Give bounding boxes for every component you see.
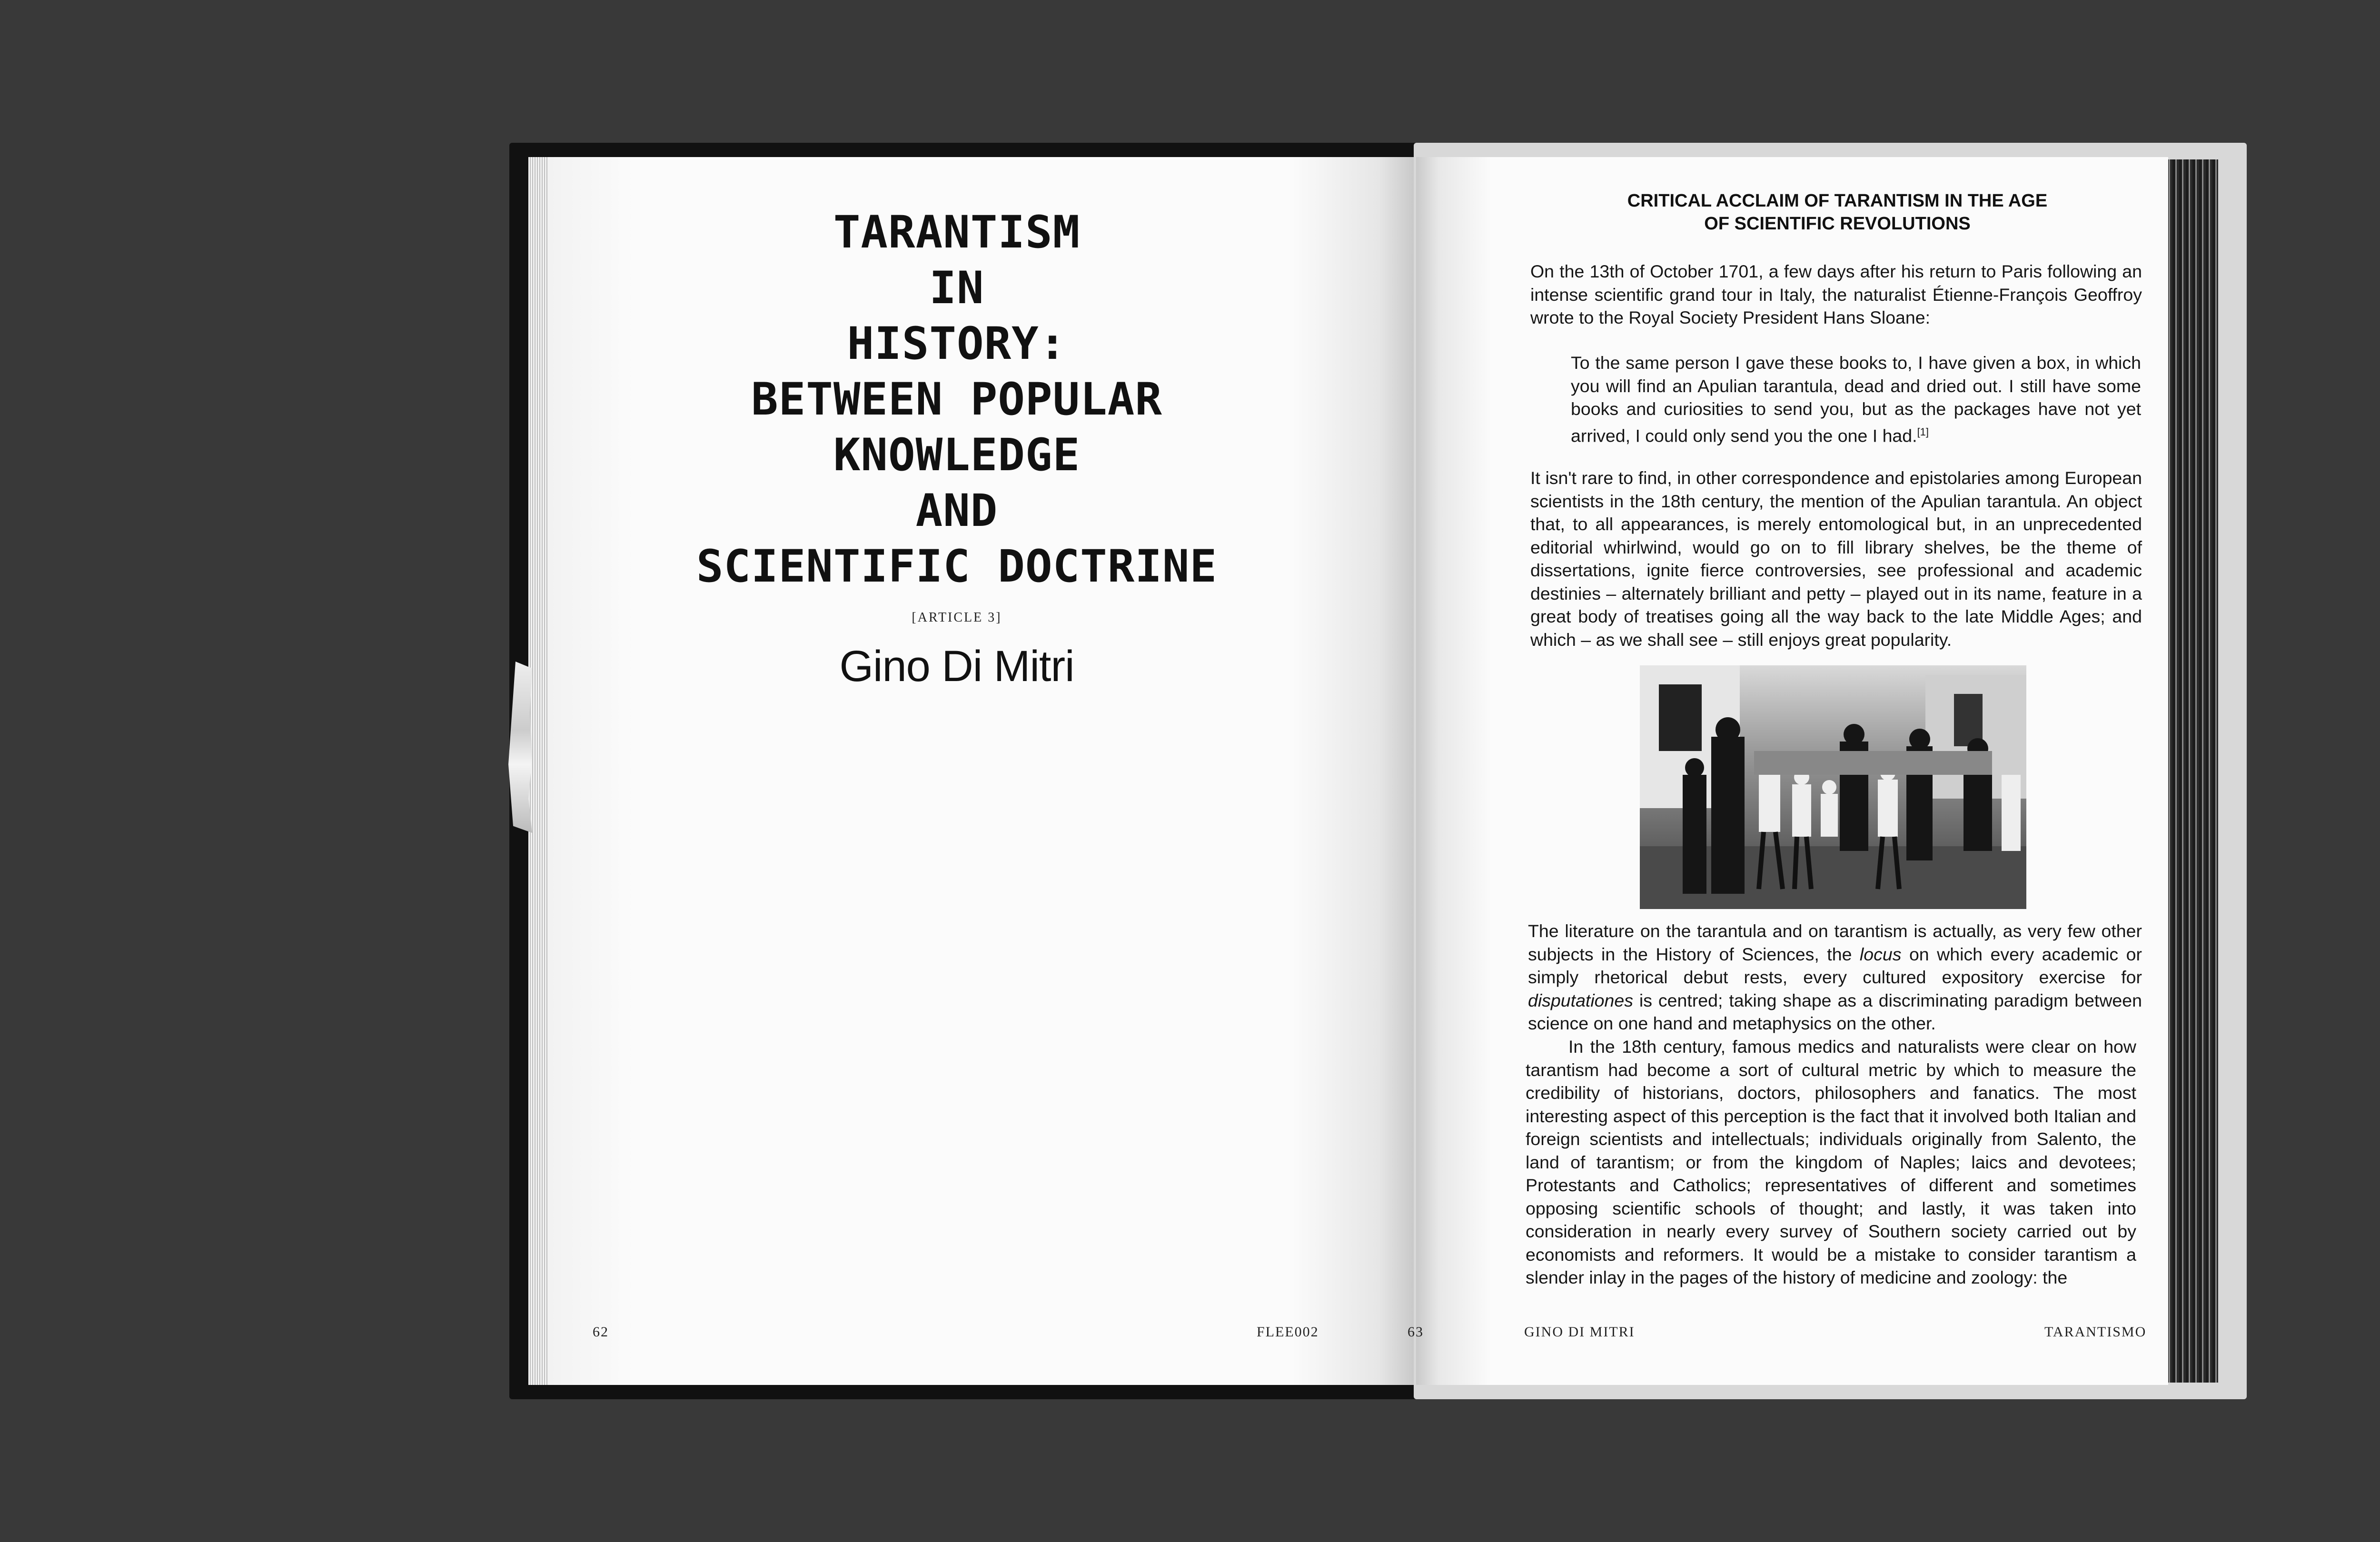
author-name: Gino Di Mitri <box>839 642 1074 691</box>
italic-term: disputationes <box>1528 990 1633 1010</box>
quote-text: To the same person I gave these books to, I have given a box, in which you will find an Apulian tarantula, dead and dried out. I still have some books and curiosities to send you, but as the packages have not yet arrived, I could only send you the one I had. <box>1571 353 2141 445</box>
title-line: BETWEEN POPULAR <box>751 374 1162 425</box>
footnote-ref: [1] <box>1917 425 1929 438</box>
article-title <box>547 205 1366 594</box>
page-number-left: 62 <box>593 1324 609 1340</box>
paragraph-correspondence: It isn't rare to find, in other correspondence and epistolaries among European scientists in the 18th century, the mention of the Apulian tarantula. An object that, to all appearances, is merely entomological but, in an unprecedented editorial whirlwind, would go on to fill library shelves, be the theme of dissertations, ignite fierce controversies, see professional and academic destinies – alternately brilliant and petty – played out in its name, feature in a great body of treatises going all the way back to the late Middle Ages; and which – as we shall see – still enjoys great popularity. <box>1530 468 2142 650</box>
title-line: HISTORY: <box>847 318 1067 370</box>
paragraph-18th-century <box>1526 1035 2136 1289</box>
heading-line: CRITICAL ACCLAIM OF TARANTISM IN THE AGE <box>1627 191 2048 211</box>
text-run: is centred; taking shape as a discriminating paradigm between science on one hand and metaphysics on the other. <box>1528 990 2142 1033</box>
title-line: SCIENTIFIC DOCTRINE <box>696 541 1218 593</box>
text-run: on which every academic or simply rhetorical debut rests, every cultured expository exercise for <box>1528 944 2142 987</box>
title-line: KNOWLEDGE <box>833 429 1081 481</box>
page-edges-left <box>528 157 550 1385</box>
photo-image <box>1640 665 2026 909</box>
running-title: TARANTISMO <box>2044 1324 2147 1340</box>
title-line: IN <box>929 262 984 314</box>
title-line: TARANTISM <box>833 207 1081 258</box>
paragraph-literature <box>1528 919 2142 1035</box>
text-run: The literature on the tarantula and on tarantism is actually, as very few other subjects in the History of Sciences, the <box>1528 921 2142 964</box>
block-quote <box>1571 351 2141 447</box>
paragraph-intro: On the 13th of October 1701, a few days after his return to Paris following an intense scientific grand tour in Italy, the naturalist Étienne-François Geoffroy wrote to the Royal Society President Hans Sloane: <box>1530 261 2142 327</box>
series-code: FLEE002 <box>1257 1324 1319 1340</box>
crowd-photograph <box>1640 665 2026 909</box>
heading-line: OF SCIENTIFIC REVOLUTIONS <box>1704 214 1971 234</box>
text-run: In the 18th century, famous medics and naturalists were clear on how tarantism had become a sort of cultural metric by which to measure the credibility of historians, doctors, philosophers and fanatics. The most interesting aspect of this perception is the fact that it involved both Italian and foreign scientists and intellectuals; individuals originally from Salento, the land of tarantism; or from the kingdom of Naples; laics and devotees; Protestants and Catholics; representatives of different and sometimes opposing scientific schools of thought; and lastly, it was taken into consideration in nearly every survey of Southern society carried out by economists and reformers. It would be a mistake to consider tarantism a slender inlay in the pages of the history of medicine and zoology: the <box>1526 1037 2136 1287</box>
article-number: [ARTICLE 3] <box>912 610 1002 625</box>
page-number-right: 63 <box>1408 1324 1424 1340</box>
title-line: AND <box>915 485 998 537</box>
running-author: GINO DI MITRI <box>1524 1324 1635 1340</box>
italic-term: locus <box>1859 944 1902 964</box>
section-heading <box>1547 189 2128 235</box>
page-edges-right <box>2166 159 2218 1383</box>
